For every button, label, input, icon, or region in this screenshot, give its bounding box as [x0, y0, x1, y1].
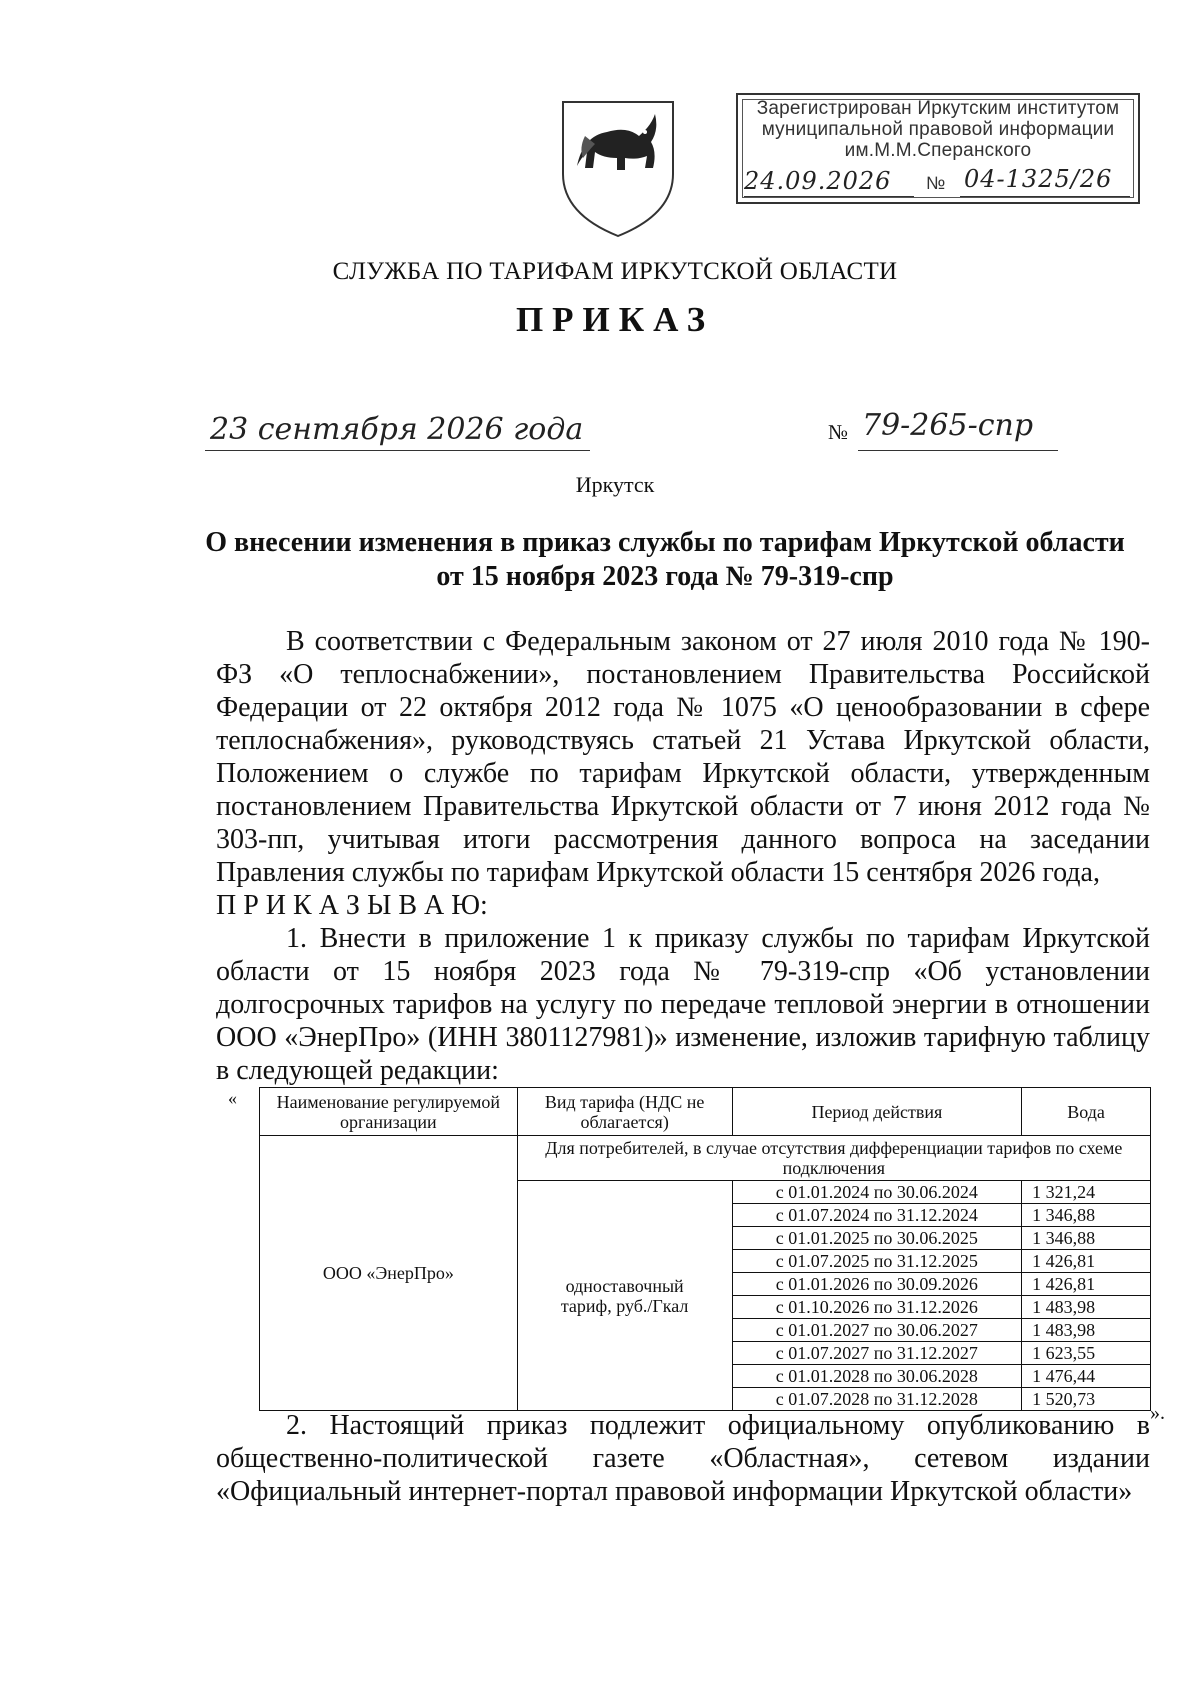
value-cell: 1 321,24 [1022, 1181, 1151, 1204]
table-opening-quote: « [228, 1088, 237, 1108]
value-cell: 1 483,98 [1022, 1319, 1151, 1342]
document-type-title: ПРИКАЗ [515, 300, 715, 339]
order-date: 23 сентября 2026 года [210, 412, 584, 447]
tariff-table [259, 1087, 1151, 1411]
header-period: Период действия [732, 1088, 1022, 1136]
value-cell: 1 426,81 [1022, 1273, 1151, 1296]
value-cell: 1 520,73 [1022, 1388, 1151, 1411]
table-row [260, 1136, 1151, 1181]
organization-cell: ООО «ЭнерПро» [260, 1136, 518, 1411]
city-name: Иркутск [575, 472, 655, 497]
order-subject [180, 526, 1150, 594]
value-cell: 1 346,88 [1022, 1204, 1151, 1227]
period-cell: с 01.01.2024 по 30.06.2024 [732, 1181, 1022, 1204]
stamp-line-1: Зарегистрирован Иркутским институтом [756, 98, 1120, 119]
table-header-row [260, 1088, 1151, 1136]
period-cell: с 01.07.2027 по 31.12.2027 [732, 1342, 1022, 1365]
table-closing-quote: ». [1150, 1402, 1165, 1424]
item-2-block [216, 1409, 1150, 1508]
stamp-line-2: муниципальной правовой информации [761, 119, 1115, 140]
item-2-paragraph: 2. Настоящий приказ подлежит официальному опубликованию в общественно-политической газете «Областная», сетевом издании «Официальный интернет-портал правовой информации Иркутской области» [216, 1410, 1150, 1507]
value-cell: 1 623,55 [1022, 1342, 1151, 1365]
agency-name: СЛУЖБА ПО ТАРИФАМ ИРКУТСКОЙ ОБЛАСТИ [332, 258, 898, 285]
order-date-underline [205, 450, 590, 451]
order-number-underline [858, 450, 1058, 451]
period-cell: с 01.01.2027 по 30.06.2027 [732, 1319, 1022, 1342]
value-cell: 1 426,81 [1022, 1250, 1151, 1273]
header-tariff-type: Вид тарифа (НДС не облагается) [517, 1088, 732, 1136]
period-cell: с 01.07.2024 по 31.12.2024 [732, 1204, 1022, 1227]
stamp-number-label: № [926, 173, 946, 193]
period-cell: с 01.01.2025 по 30.06.2025 [732, 1227, 1022, 1250]
stamp-registration-number: 04-1325/26 [964, 165, 1113, 193]
order-number: 79-265-спр [862, 408, 1034, 443]
tariff-type-cell: одноставочный тариф, руб./Гкал [517, 1181, 732, 1411]
value-cell: 1 483,98 [1022, 1296, 1151, 1319]
stamp-registration-date: 24.09.2026 [744, 167, 892, 195]
period-cell: с 01.07.2025 по 31.12.2025 [732, 1250, 1022, 1273]
group-row-cell: Для потребителей, в случае отсутствия дифференциации тарифов по схеме подключения [517, 1136, 1150, 1181]
subject-line-2: от 15 ноября 2023 года № 79-319-спр [436, 561, 894, 592]
period-cell: с 01.07.2028 по 31.12.2028 [732, 1388, 1022, 1411]
value-cell: 1 476,44 [1022, 1365, 1151, 1388]
period-cell: с 01.10.2026 по 31.12.2026 [732, 1296, 1022, 1319]
value-cell: 1 346,88 [1022, 1227, 1151, 1250]
order-body [216, 625, 1150, 1087]
preamble-paragraph: В соответствии с Федеральным законом от 27 июля 2010 года № 190-ФЗ «О теплоснабжении», постановлением Правительства Российской Федерации от 22 октября 2012 года № 1075 «О ценообразовании в сфере теплоснабжения», руководствуясь статьей 21 Устава Иркутской области, Положением о службе по тарифам Иркутской области, утвержденным постановлением Правительства Иркутской области от 7 июня 2012 года № 303-пп, учитывая итоги рассмотрения данного вопроса на заседании Правления службы по тарифам Иркутской области 15 сентября 2026 года, [216, 626, 1150, 888]
order-number-label: № [828, 420, 849, 444]
registration-stamp [736, 93, 1140, 204]
period-cell: с 01.01.2028 по 30.06.2028 [732, 1365, 1022, 1388]
header-water: Вода [1022, 1088, 1151, 1136]
header-organization: Наименование регулируемой организации [260, 1088, 518, 1136]
order-word: П Р И К А З Ы В А Ю: [216, 890, 488, 921]
subject-line-1: О внесении изменения в приказ службы по тарифам Иркутской области [205, 527, 1125, 558]
period-cell: с 01.01.2026 по 30.09.2026 [732, 1273, 1022, 1296]
item-1-paragraph: 1. Внести в приложение 1 к приказу службы по тарифам Иркутской области от 15 ноября 2023 года № 79-319-спр «Об установлении долгосрочных тарифов на услугу по передаче тепловой энергии в отношении ООО «ЭнерПро» (ИНН 3801127981)» изменение, изложив тарифную таблицу в следующей редакции: [216, 923, 1150, 1086]
coat-of-arms-emblem [555, 96, 681, 238]
stamp-date-underline [744, 196, 914, 197]
stamp-line-3: им.М.М.Сперанского [844, 140, 1032, 161]
stamp-number-underline [960, 196, 1130, 197]
